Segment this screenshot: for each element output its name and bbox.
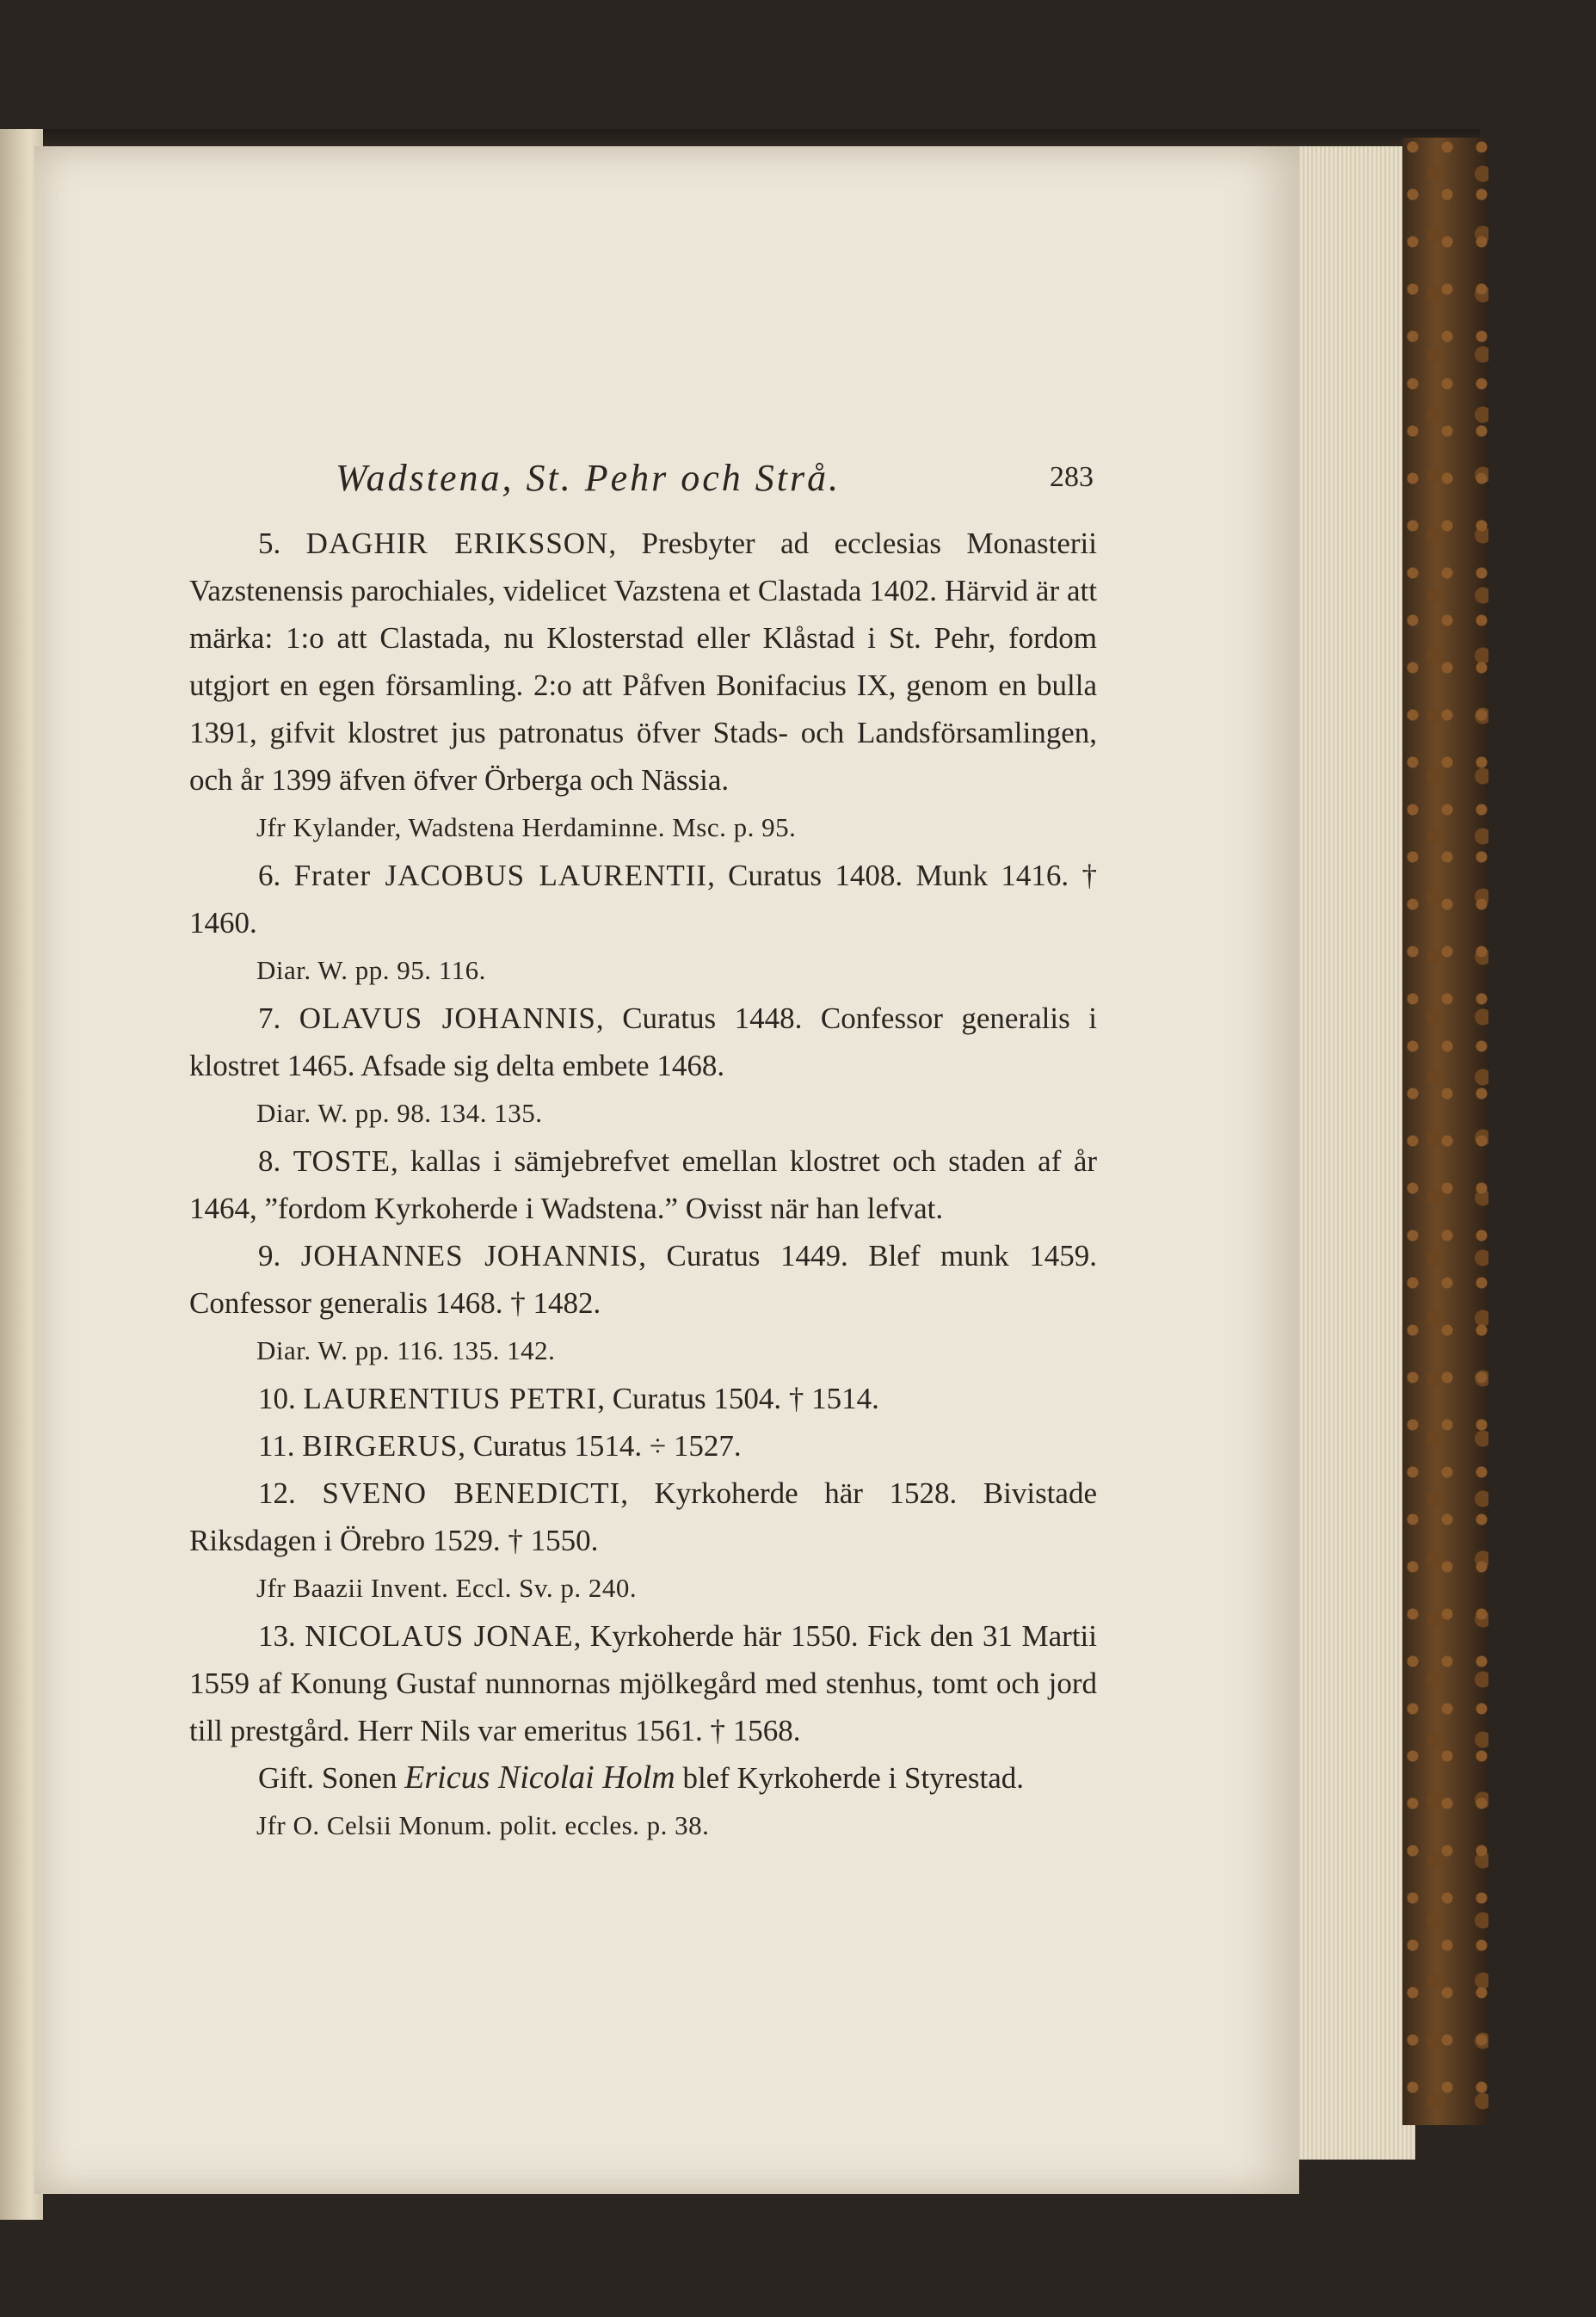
entry-name: NICOLAUS JONAE [305, 1619, 574, 1653]
entry-11: 11. BIRGERUS, Curatus 1514. ÷ 1527. [258, 1429, 742, 1463]
gift-note: Gift. Sonen Ericus Nicolai Holm blef Kyrkoherde i Styrestad. [258, 1759, 1024, 1796]
entry-5: 5. DAGHIR ERIKSSON, Presbyter ad ecclesias Monasterii Vazstenensis parochiales, videlicet Vazstena et Clastada 1402. Härvid är att märka: 1:o att Clastada, nu Klosterstad eller Klåstad i St. Pehr, fordom utgjort en egen församling. 2:o att Påfven Bonifacius IX, genom en bulla 1391, gifvit klostret jus patronatus öfver Stads- och Landsförsamlingen, och år 1399 äfven öfver Örberga och Nässia. [189, 527, 1097, 797]
reference-note: Diar. W. pp. 116. 135. 142. [256, 1335, 556, 1365]
entry-7: 7. OLAVUS JOHANNIS, Curatus 1448. Confessor generalis i klostret 1465. Afsade sig delta embete 1468. [189, 1001, 1097, 1082]
reference-note: Jfr Kylander, Wadstena Herdaminne. Msc. p. 95. [256, 812, 797, 842]
running-head-title: Wadstena, St. Pehr och Strå. [336, 457, 841, 499]
entry-9: 9. JOHANNES JOHANNIS, Curatus 1449. Blef munk 1459. Confessor generalis 1468. † 1482. [189, 1239, 1098, 1320]
italic-name: Ericus Nicolai Holm [404, 1759, 675, 1796]
entry-name: OLAVUS JOHANNIS [299, 1001, 596, 1035]
book-page [34, 146, 1299, 2194]
entry-name: LAURENTIUS PETRI [303, 1382, 598, 1415]
entry-name: JOHANNES JOHANNIS [300, 1239, 639, 1273]
reference-note: Jfr Baazii Invent. Eccl. Sv. p. 240. [256, 1573, 638, 1603]
entry-name: Frater JACOBUS LAURENTII [293, 859, 708, 892]
reference-note: Diar. W. pp. 95. 116. [256, 955, 486, 985]
entry-12: 12. SVENO BENEDICTI, Kyrkoherde här 1528. Bivistade Riksdagen i Örebro 1529. † 1550. [189, 1476, 1097, 1557]
text-block [189, 456, 1097, 1850]
entry-name: TOSTE [293, 1144, 391, 1178]
marbled-cover [1402, 138, 1488, 2125]
entry-13: 13. NICOLAUS JONAE, Kyrkoherde här 1550. Fick den 31 Martii 1559 af Konung Gustaf nunnornas mjölkegård med stenhus, tomt och jord till prestgård. Herr Nils var emeritus 1561. † 1568. [189, 1619, 1098, 1747]
running-head [189, 456, 1097, 508]
entry-10: 10. LAURENTIUS PETRI, Curatus 1504. † 1514. [258, 1382, 879, 1415]
entry-8: 8. TOSTE, kallas i sämjebrefvet emellan klostret och staden af år 1464, ”fordom Kyrkoherde i Wadstena.” Ovisst när han lefvat. [189, 1144, 1098, 1225]
entry-name: SVENO BENEDICTI [322, 1476, 621, 1510]
entry-name: BIRGERUS [302, 1429, 459, 1463]
entry-6: 6. Frater JACOBUS LAURENTII, Curatus 1408. Munk 1416. † 1460. [189, 859, 1098, 940]
entry-name: DAGHIR ERIKSSON [305, 527, 609, 560]
page-stack-edge [1291, 146, 1415, 2160]
reference-note: Diar. W. pp. 98. 134. 135. [256, 1098, 543, 1128]
page-number: 283 [1050, 461, 1094, 493]
reference-note: Jfr O. Celsii Monum. polit. eccles. p. 38. [256, 1810, 710, 1840]
